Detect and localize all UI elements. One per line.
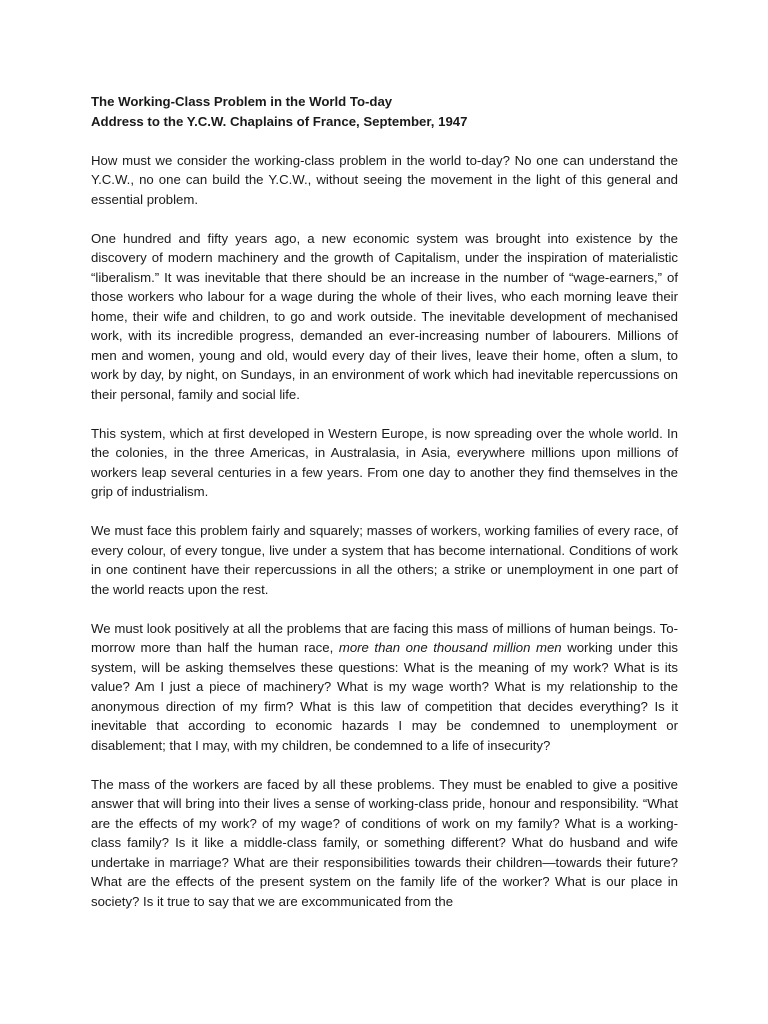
document-page (91, 92, 678, 911)
paragraph-5-emphasis: more than one thousand million men (338, 640, 562, 655)
title-line-1: The Working-Class Problem in the World To-day (91, 94, 393, 109)
paragraph-1: How must we consider the working-class problem in the world to-day? No one can understand the Y.C.W., no one can build the Y.C.W., without seeing the movement in the light of this general and essential problem. (91, 152, 678, 207)
paragraph-5-text-a: We must look positively at all the problems that are facing this mass of millions of human beings. To-morrow more than half the human race, (91, 620, 678, 655)
paragraph-3: This system, which at first developed in Western Europe, is now spreading over the whole world. In the colonies, in the three Americas, in Australasia, in Asia, everywhere millions upon millions of workers leap several centuries in a few years. From one day to another they find themselves in the grip of industrialism. (91, 425, 678, 499)
paragraph-5-text-b: working under this system, will be asking themselves these questions: What is the meaning of my work? What is its value? Am I just a piece of machinery? What is my wage worth? What is my relationship to the anonymous direction of my firm? What is this law of competition that decides everything? Is it inevitable that according to economic hazards I may be condemned to unemployment or disablement; that I may, with my children, be condemned to a life of insecurity? (91, 640, 679, 753)
title-line-2: Address to the Y.C.W. Chaplains of France, September, 1947 (91, 113, 468, 129)
paragraph-6: The mass of the workers are faced by all these problems. They must be enabled to give a positive answer that will bring into their lives a sense of working-class pride, honour and responsibility. “What are the effects of my work? of my wage? of conditions of work on my family? What is a working-class family? Is it like a middle-class family, or something different? What do husband and wife undertake in marriage? What are their responsibilities towards their children—towards their future? What are the effects of the present system on the family life of the worker? What is our place in society? Is it true to say that we are excommunicated from the (91, 776, 678, 909)
paragraph-5 (91, 619, 678, 756)
paragraph-4: We must face this problem fairly and squarely; masses of workers, working families of every race, of every colour, of every tongue, live under a system that has become international. Conditions of work in one continent have their repercussions in all the others; a strike or unemployment in one part of the world reacts upon the rest. (91, 523, 678, 597)
document-title (91, 92, 678, 131)
paragraph-2: One hundred and fifty years ago, a new economic system was brought into existence by the discovery of modern machinery and the growth of Capitalism, under the inspiration of materialistic “liberalism.” It was inevitable that there should be an increase in the number of “wage-earners,” of those workers who labour for a wage during the whole of their lives, who each morning leave their home, their wife and children, to go and work outside. The inevitable development of mechanised work, with its incredible progress, demanded an ever-increasing number of labourers. Millions of men and women, young and old, would every day of their lives, leave their home, often a slum, to work by day, by night, on Sundays, in an environment of work which had inevitable repercussions on their personal, family and social life. (91, 230, 678, 402)
